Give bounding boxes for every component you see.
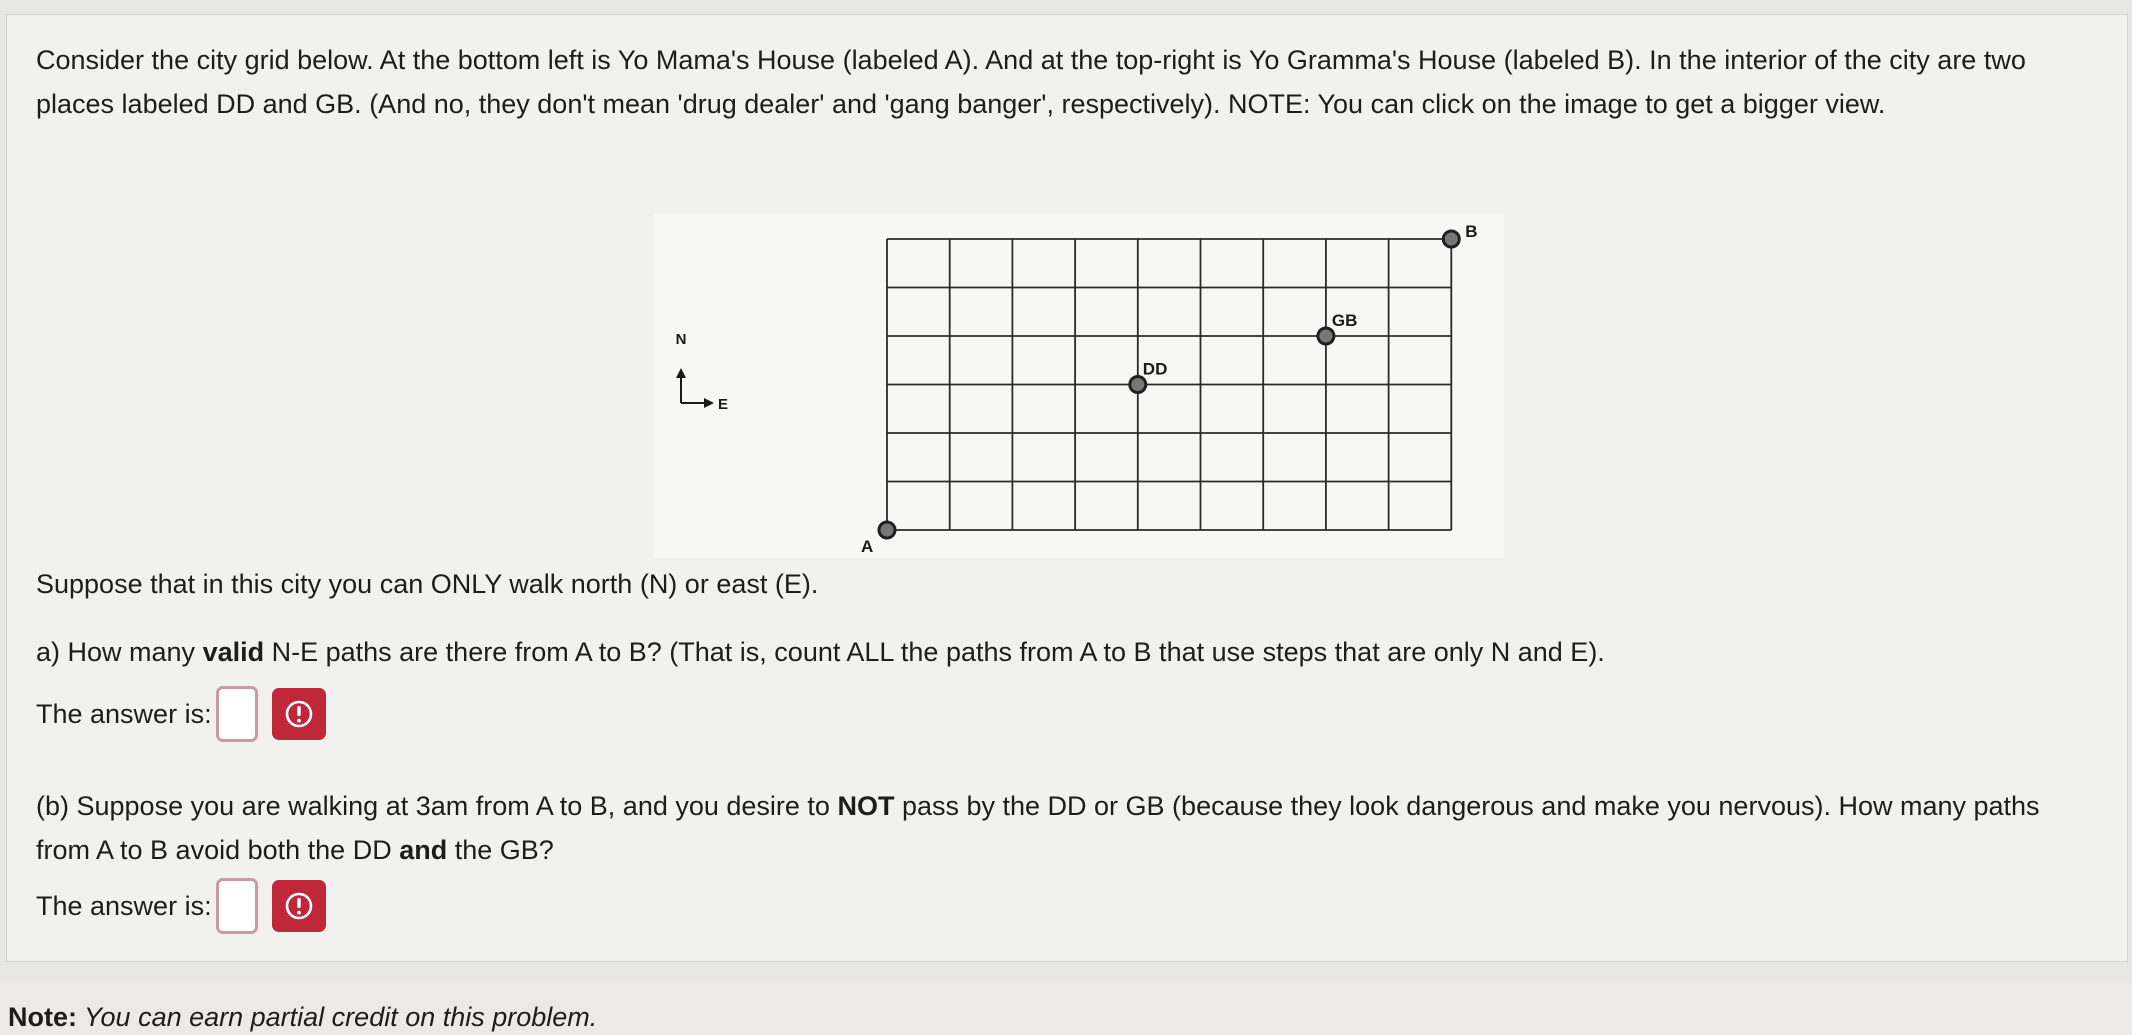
grid-point-label-gb: GB [1331,311,1358,330]
answer-input-b[interactable] [216,878,258,934]
compass-east-label: E [717,396,729,413]
grid-point-dd [1130,377,1146,393]
grid-point-a [879,522,895,538]
question-b-emphasis1: NOT [837,791,895,821]
answer-label-b: The answer is: [36,891,212,921]
city-grid-svg [654,213,1504,558]
answer-row-a [36,686,326,742]
answer-status-badge-a[interactable] [272,688,326,740]
question-b-emphasis2: and [399,835,448,865]
city-grid-figure[interactable] [654,213,1504,558]
compass-north-arrowhead [676,368,686,378]
exclamation-circle-icon [284,699,314,729]
answer-input-a[interactable] [216,686,258,742]
compass-north-label: N [675,331,687,348]
movement-constraint: Suppose that in this city you can ONLY walk north (N) or east (E). [36,569,819,599]
exclamation-circle-icon [284,891,314,921]
question-a [36,630,2096,674]
question-a-suffix: N-E paths are there from A to B? (That is, count ALL the paths from A to B that use steps that are only N and E). [264,637,1605,667]
question-b-part2: pass by the DD or GB (because they look dangerous and make you nervous). How many paths from A to B avoid both the DD [36,791,2040,865]
problem-intro: Consider the city grid below. At the bottom left is Yo Mama's House (labeled A). And at the top-right is Yo Gramma's House (labeled B). In the interior of the city are two places labeled DD and GB. (And no, they don't mean 'drug dealer' and 'gang banger', respectively). NOTE: You can click on the image to get a bigger view. [36,45,2026,119]
grid-point-b [1443,231,1459,247]
grid-point-label-b: B [1465,222,1478,241]
question-b-part3: the GB? [447,835,554,865]
answer-status-badge-b[interactable] [272,880,326,932]
grid-point-label-a: A [861,537,874,556]
question-b [36,784,2096,872]
question-b-part1: (b) Suppose you are walking at 3am from A to B, and you desire to [36,791,838,821]
partial-credit-note [8,1000,597,1034]
grid-point-gb [1318,328,1334,344]
answer-label-a: The answer is: [36,699,212,729]
answer-row-b [36,878,326,934]
question-a-emphasis: valid [202,637,265,667]
note-text: You can earn partial credit on this problem. [77,1002,598,1032]
note-label: Note: [8,1002,77,1032]
grid-point-label-dd: DD [1142,359,1168,379]
compass-east-arrowhead [704,398,714,408]
question-a-prefix: a) How many [36,637,203,667]
